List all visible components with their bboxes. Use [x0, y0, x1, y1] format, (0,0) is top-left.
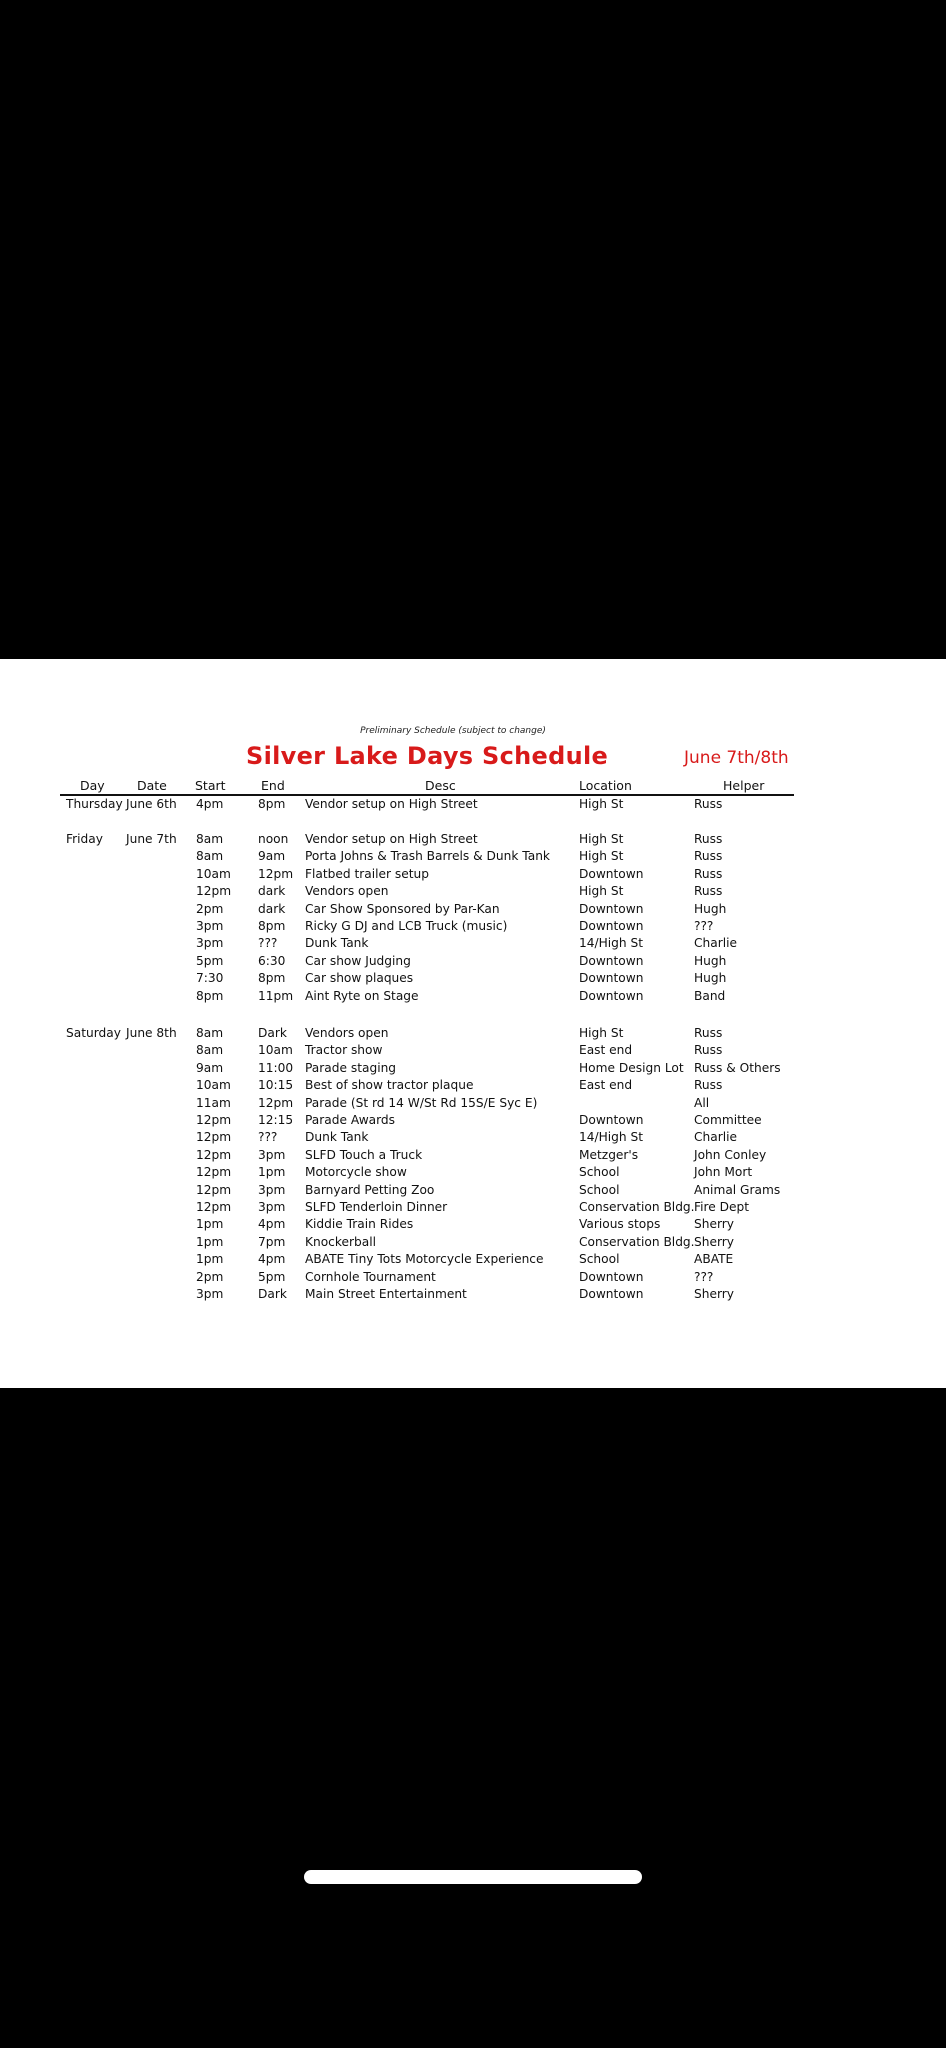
cell-day: Saturday	[66, 1026, 121, 1040]
cell-helper: Russ	[694, 832, 723, 846]
table-row	[0, 1077, 946, 1094]
cell-day: Friday	[66, 832, 103, 846]
cell-start: 5pm	[196, 953, 224, 968]
cell-start: 4pm	[196, 797, 224, 811]
cell-end: ???	[258, 1130, 278, 1145]
table-row	[0, 1199, 946, 1216]
cell-start: 12pm	[196, 1200, 232, 1214]
cell-desc: SLFD Tenderloin Dinner	[305, 1200, 448, 1214]
header-location: Location	[579, 778, 632, 793]
cell-desc: Aint Ryte on Stage	[305, 988, 419, 1003]
cell-helper: Sherry	[694, 1217, 734, 1232]
cell-helper: Sherry	[694, 1234, 734, 1249]
cell-location: Downtown	[579, 1113, 644, 1127]
cell-start: 10am	[196, 1078, 231, 1093]
schedule-dates: June 7th/8th	[684, 748, 789, 768]
cell-helper: All	[694, 1095, 710, 1110]
table-row	[0, 988, 946, 1005]
cell-location: Downtown	[579, 901, 644, 916]
cell-location: East end	[579, 1078, 633, 1093]
cell-end: 11:00	[258, 1060, 294, 1075]
cell-start: 12pm	[196, 1165, 232, 1180]
cell-start: 8am	[196, 849, 224, 864]
cell-start: 11am	[196, 1095, 231, 1110]
cell-start: 1pm	[196, 1234, 224, 1249]
cell-desc: Kiddie Train Rides	[305, 1217, 414, 1232]
cell-end: ???	[258, 936, 278, 951]
cell-helper: John Mort	[694, 1165, 753, 1180]
cell-helper: Sherry	[694, 1287, 734, 1301]
cell-end: noon	[258, 832, 289, 846]
cell-date: June 6th	[126, 797, 177, 811]
table-row	[0, 831, 946, 848]
cell-end: 5pm	[258, 1269, 286, 1284]
cell-end: 8pm	[258, 971, 286, 986]
cell-start: 8am	[196, 1043, 224, 1058]
cell-desc: Tractor show	[305, 1043, 383, 1058]
cell-end: 9am	[258, 849, 286, 864]
cell-desc: Parade (St rd 14 W/St Rd 15S/E Syc E)	[305, 1095, 538, 1110]
home-indicator[interactable]	[304, 1870, 642, 1884]
schedule-title: Silver Lake Days Schedule	[246, 742, 609, 770]
header-desc: Desc	[425, 778, 456, 793]
cell-end: 8pm	[258, 919, 286, 933]
cell-location: School	[579, 1182, 620, 1197]
table-row	[0, 1164, 946, 1181]
table-row	[0, 953, 946, 970]
cell-desc: SLFD Touch a Truck	[305, 1147, 423, 1162]
table-row	[0, 1147, 946, 1164]
cell-helper: Charlie	[694, 936, 737, 951]
table-row	[0, 918, 946, 935]
cell-start: 1pm	[196, 1217, 224, 1232]
cell-start: 12pm	[196, 884, 232, 899]
cell-helper: Hugh	[694, 953, 727, 968]
table-row	[0, 1234, 946, 1251]
header-start: Start	[195, 778, 226, 793]
cell-start: 2pm	[196, 1269, 224, 1284]
table-row	[0, 1251, 946, 1268]
cell-date: June 7th	[126, 832, 177, 846]
cell-day: Thursday	[66, 797, 123, 811]
cell-start: 3pm	[196, 936, 224, 951]
cell-location: High St	[579, 849, 624, 864]
cell-helper: Russ	[694, 797, 723, 811]
cell-location: High St	[579, 1026, 624, 1040]
cell-desc: Car show Judging	[305, 953, 411, 968]
cell-helper: ???	[694, 919, 714, 933]
cell-end: 7pm	[258, 1234, 286, 1249]
cell-helper: John Conley	[694, 1147, 767, 1162]
table-row	[0, 1060, 946, 1077]
cell-helper: Committee	[694, 1113, 762, 1127]
cell-start: 12pm	[196, 1113, 232, 1127]
cell-location: Downtown	[579, 988, 644, 1003]
cell-location: Downtown	[579, 971, 644, 986]
table-row	[0, 796, 946, 813]
cell-desc: ABATE Tiny Tots Motorcycle Experience	[305, 1252, 544, 1267]
cell-location: Downtown	[579, 1269, 644, 1284]
cell-end: 10:15	[258, 1078, 294, 1093]
cell-start: 2pm	[196, 901, 224, 916]
cell-desc: Parade staging	[305, 1060, 397, 1075]
header-date: Date	[137, 778, 167, 793]
cell-start: 8pm	[196, 988, 224, 1003]
cell-helper: Fire Dept	[694, 1200, 750, 1214]
cell-end: 12:15	[258, 1113, 294, 1127]
cell-end: 3pm	[258, 1200, 286, 1214]
cell-end: 11pm	[258, 988, 294, 1003]
cell-helper: Russ	[694, 849, 723, 864]
cell-helper: Russ & Others	[694, 1060, 781, 1075]
cell-helper: Band	[694, 988, 726, 1003]
cell-location: High St	[579, 797, 624, 811]
cell-end: 1pm	[258, 1165, 286, 1180]
table-row	[0, 935, 946, 952]
cell-end: 6:30	[258, 953, 286, 968]
schedule-document	[0, 659, 946, 1388]
preliminary-note: Preliminary Schedule (subject to change)	[360, 726, 546, 736]
cell-start: 12pm	[196, 1182, 232, 1197]
table-row	[0, 1112, 946, 1129]
cell-desc: Vendors open	[305, 884, 389, 899]
cell-desc: Cornhole Tournament	[305, 1269, 436, 1284]
cell-end: 8pm	[258, 797, 286, 811]
cell-location: 14/High St	[579, 1130, 644, 1145]
cell-helper: Russ	[694, 884, 723, 899]
cell-end: Dark	[258, 1287, 287, 1301]
cell-start: 8am	[196, 1026, 224, 1040]
cell-helper: Animal Grams	[694, 1182, 781, 1197]
cell-desc: Barnyard Petting Zoo	[305, 1182, 435, 1197]
cell-start: 12pm	[196, 1147, 232, 1162]
cell-desc: Best of show tractor plaque	[305, 1078, 474, 1093]
cell-location: High St	[579, 884, 624, 899]
cell-desc: Ricky G DJ and LCB Truck (music)	[305, 919, 508, 933]
cell-location: Downtown	[579, 1287, 644, 1301]
table-row	[0, 848, 946, 865]
cell-helper: Russ	[694, 1026, 723, 1040]
cell-start: 7:30	[196, 971, 224, 986]
cell-date: June 8th	[126, 1026, 177, 1040]
cell-end: Dark	[258, 1026, 287, 1040]
table-row	[0, 1216, 946, 1233]
table-row	[0, 1095, 946, 1112]
cell-helper: Hugh	[694, 901, 727, 916]
cell-desc: Vendor setup on High Street	[305, 797, 478, 811]
cell-start: 10am	[196, 866, 231, 881]
cell-desc: Motorcycle show	[305, 1165, 407, 1180]
cell-helper: Russ	[694, 1043, 723, 1058]
cell-location: Various stops	[579, 1217, 661, 1232]
cell-start: 12pm	[196, 1130, 232, 1145]
cell-desc: Car Show Sponsored by Par-Kan	[305, 901, 500, 916]
cell-desc: Dunk Tank	[305, 936, 369, 951]
cell-desc: Vendor setup on High Street	[305, 832, 478, 846]
cell-helper: Russ	[694, 866, 723, 881]
cell-end: dark	[258, 901, 286, 916]
header-end: End	[261, 778, 285, 793]
cell-end: 4pm	[258, 1252, 286, 1267]
cell-start: 3pm	[196, 1287, 224, 1301]
table-row	[0, 901, 946, 918]
cell-end: dark	[258, 884, 286, 899]
cell-helper: ???	[694, 1269, 714, 1284]
cell-end: 12pm	[258, 866, 294, 881]
cell-start: 3pm	[196, 919, 224, 933]
cell-end: 3pm	[258, 1182, 286, 1197]
cell-location: Conservation Bldg.	[579, 1200, 695, 1214]
cell-desc: Vendors open	[305, 1026, 389, 1040]
cell-helper: Russ	[694, 1078, 723, 1093]
cell-helper: Hugh	[694, 971, 727, 986]
cell-desc: Parade Awards	[305, 1113, 396, 1127]
table-row	[0, 1182, 946, 1199]
table-row	[0, 1042, 946, 1059]
table-row	[0, 1269, 946, 1286]
cell-location: Conservation Bldg.	[579, 1234, 695, 1249]
cell-location: East end	[579, 1043, 633, 1058]
cell-desc: Dunk Tank	[305, 1130, 369, 1145]
cell-desc: Porta Johns & Trash Barrels & Dunk Tank	[305, 849, 550, 864]
cell-helper: ABATE	[694, 1252, 734, 1267]
cell-desc: Car show plaques	[305, 971, 414, 986]
table-row	[0, 970, 946, 987]
cell-end: 12pm	[258, 1095, 294, 1110]
header-day: Day	[80, 778, 105, 793]
cell-start: 8am	[196, 832, 224, 846]
cell-end: 4pm	[258, 1217, 286, 1232]
table-row	[0, 866, 946, 883]
cell-start: 9am	[196, 1060, 224, 1075]
cell-location: 14/High St	[579, 936, 644, 951]
cell-location: School	[579, 1252, 620, 1267]
table-row	[0, 883, 946, 900]
table-row	[0, 1286, 946, 1303]
table-row	[0, 1025, 946, 1042]
cell-desc: Flatbed trailer setup	[305, 866, 429, 881]
cell-end: 3pm	[258, 1147, 286, 1162]
cell-end: 10am	[258, 1043, 293, 1058]
cell-location: School	[579, 1165, 620, 1180]
cell-desc: Knockerball	[305, 1234, 376, 1249]
header-helper: Helper	[723, 778, 765, 793]
table-row	[0, 1129, 946, 1146]
cell-location: High St	[579, 832, 624, 846]
cell-start: 1pm	[196, 1252, 224, 1267]
cell-location: Downtown	[579, 953, 644, 968]
cell-location: Home Design Lot	[579, 1060, 684, 1075]
cell-location: Downtown	[579, 866, 644, 881]
cell-location: Metzger's	[579, 1147, 639, 1162]
cell-helper: Charlie	[694, 1130, 737, 1145]
cell-location: Downtown	[579, 919, 644, 933]
cell-desc: Main Street Entertainment	[305, 1287, 467, 1301]
